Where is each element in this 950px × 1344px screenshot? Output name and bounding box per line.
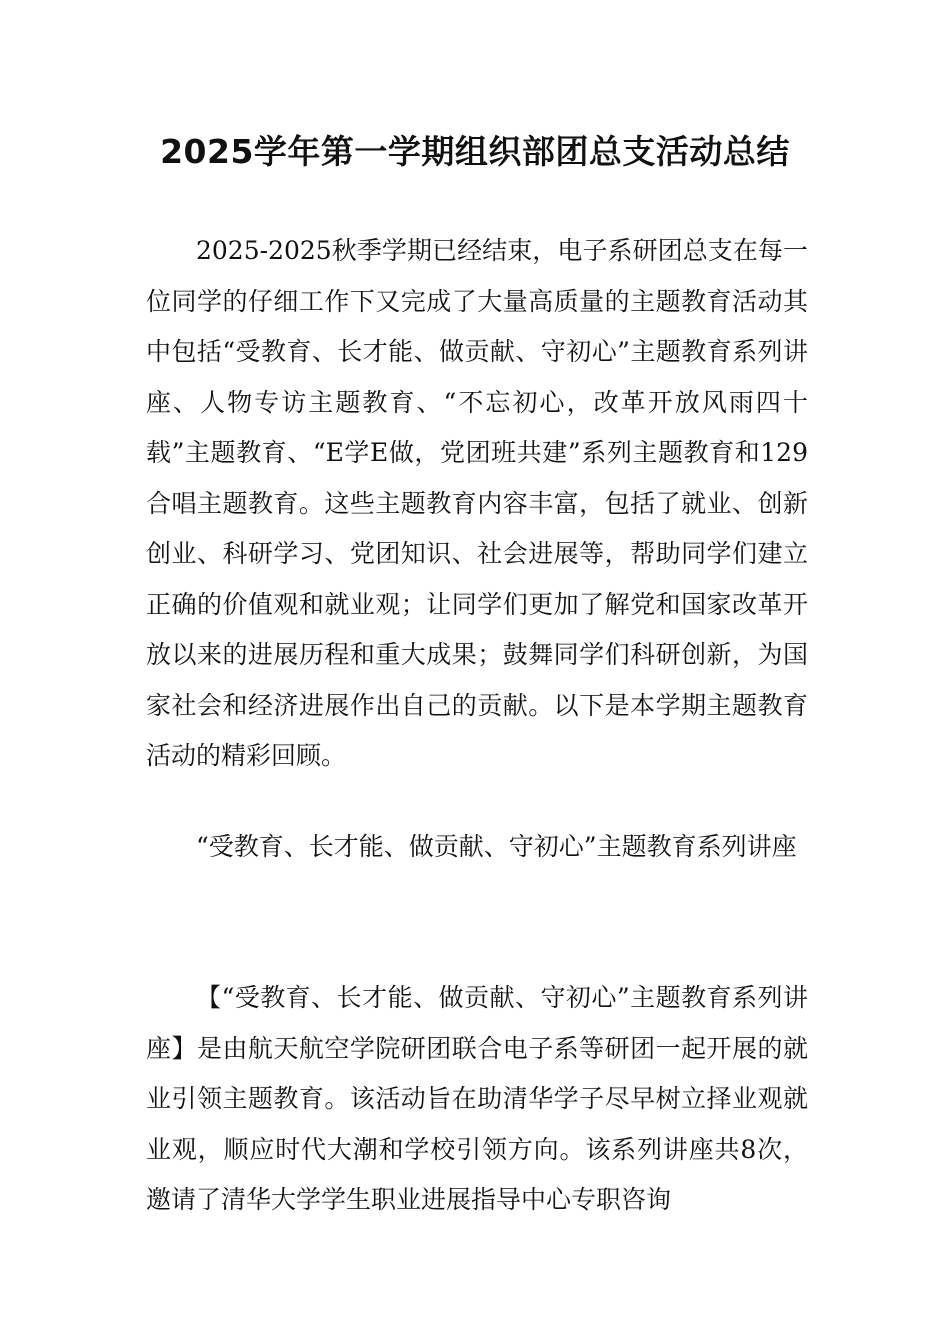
paragraph-intro: 2025-2025秋季学期已经结束，电子系研团总支在每一位同学的仔细工作下又完成了大量高质量的主题教育活动其中包括“受教育、长才能、做贡献、守初心”主题教育系列讲座、人物专访主题教育、“不忘初心，改革开放风雨四十载”主题教育、“E学E做，党团班共建”系列主题教育和129合唱主题教育。这些主题教育内容丰富，包括了就业、创新创业、科研学习、党团知识、社会进展等，帮助同学们建立正确的价值观和就业观；让同学们更加了解党和国家改革开放以来的进展历程和重大成果；鼓舞同学们科研创新，为国家社会和经济进展作出自己的贡献。以下是本学期主题教育活动的精彩回顾。 [146,236,808,770]
paragraph-lecture-series: 【“受教育、长才能、做贡献、守初心”主题教育系列讲座】是由航天航空学院研团联合电子系等研团一起开展的就业引领主题教育。该活动旨在助清华学子尽早树立择业观就业观，顺应时代大潮和学校引领方向。该系列讲座共8次，邀请了清华大学学生职业进展指导中心专职咨询 [146,983,808,1214]
section-heading-lecture-series: “受教育、长才能、做贡献、守初心”主题教育系列讲座 [196,832,797,861]
document-title: 2025学年第一学期组织部团总支活动总结 [160,132,790,171]
